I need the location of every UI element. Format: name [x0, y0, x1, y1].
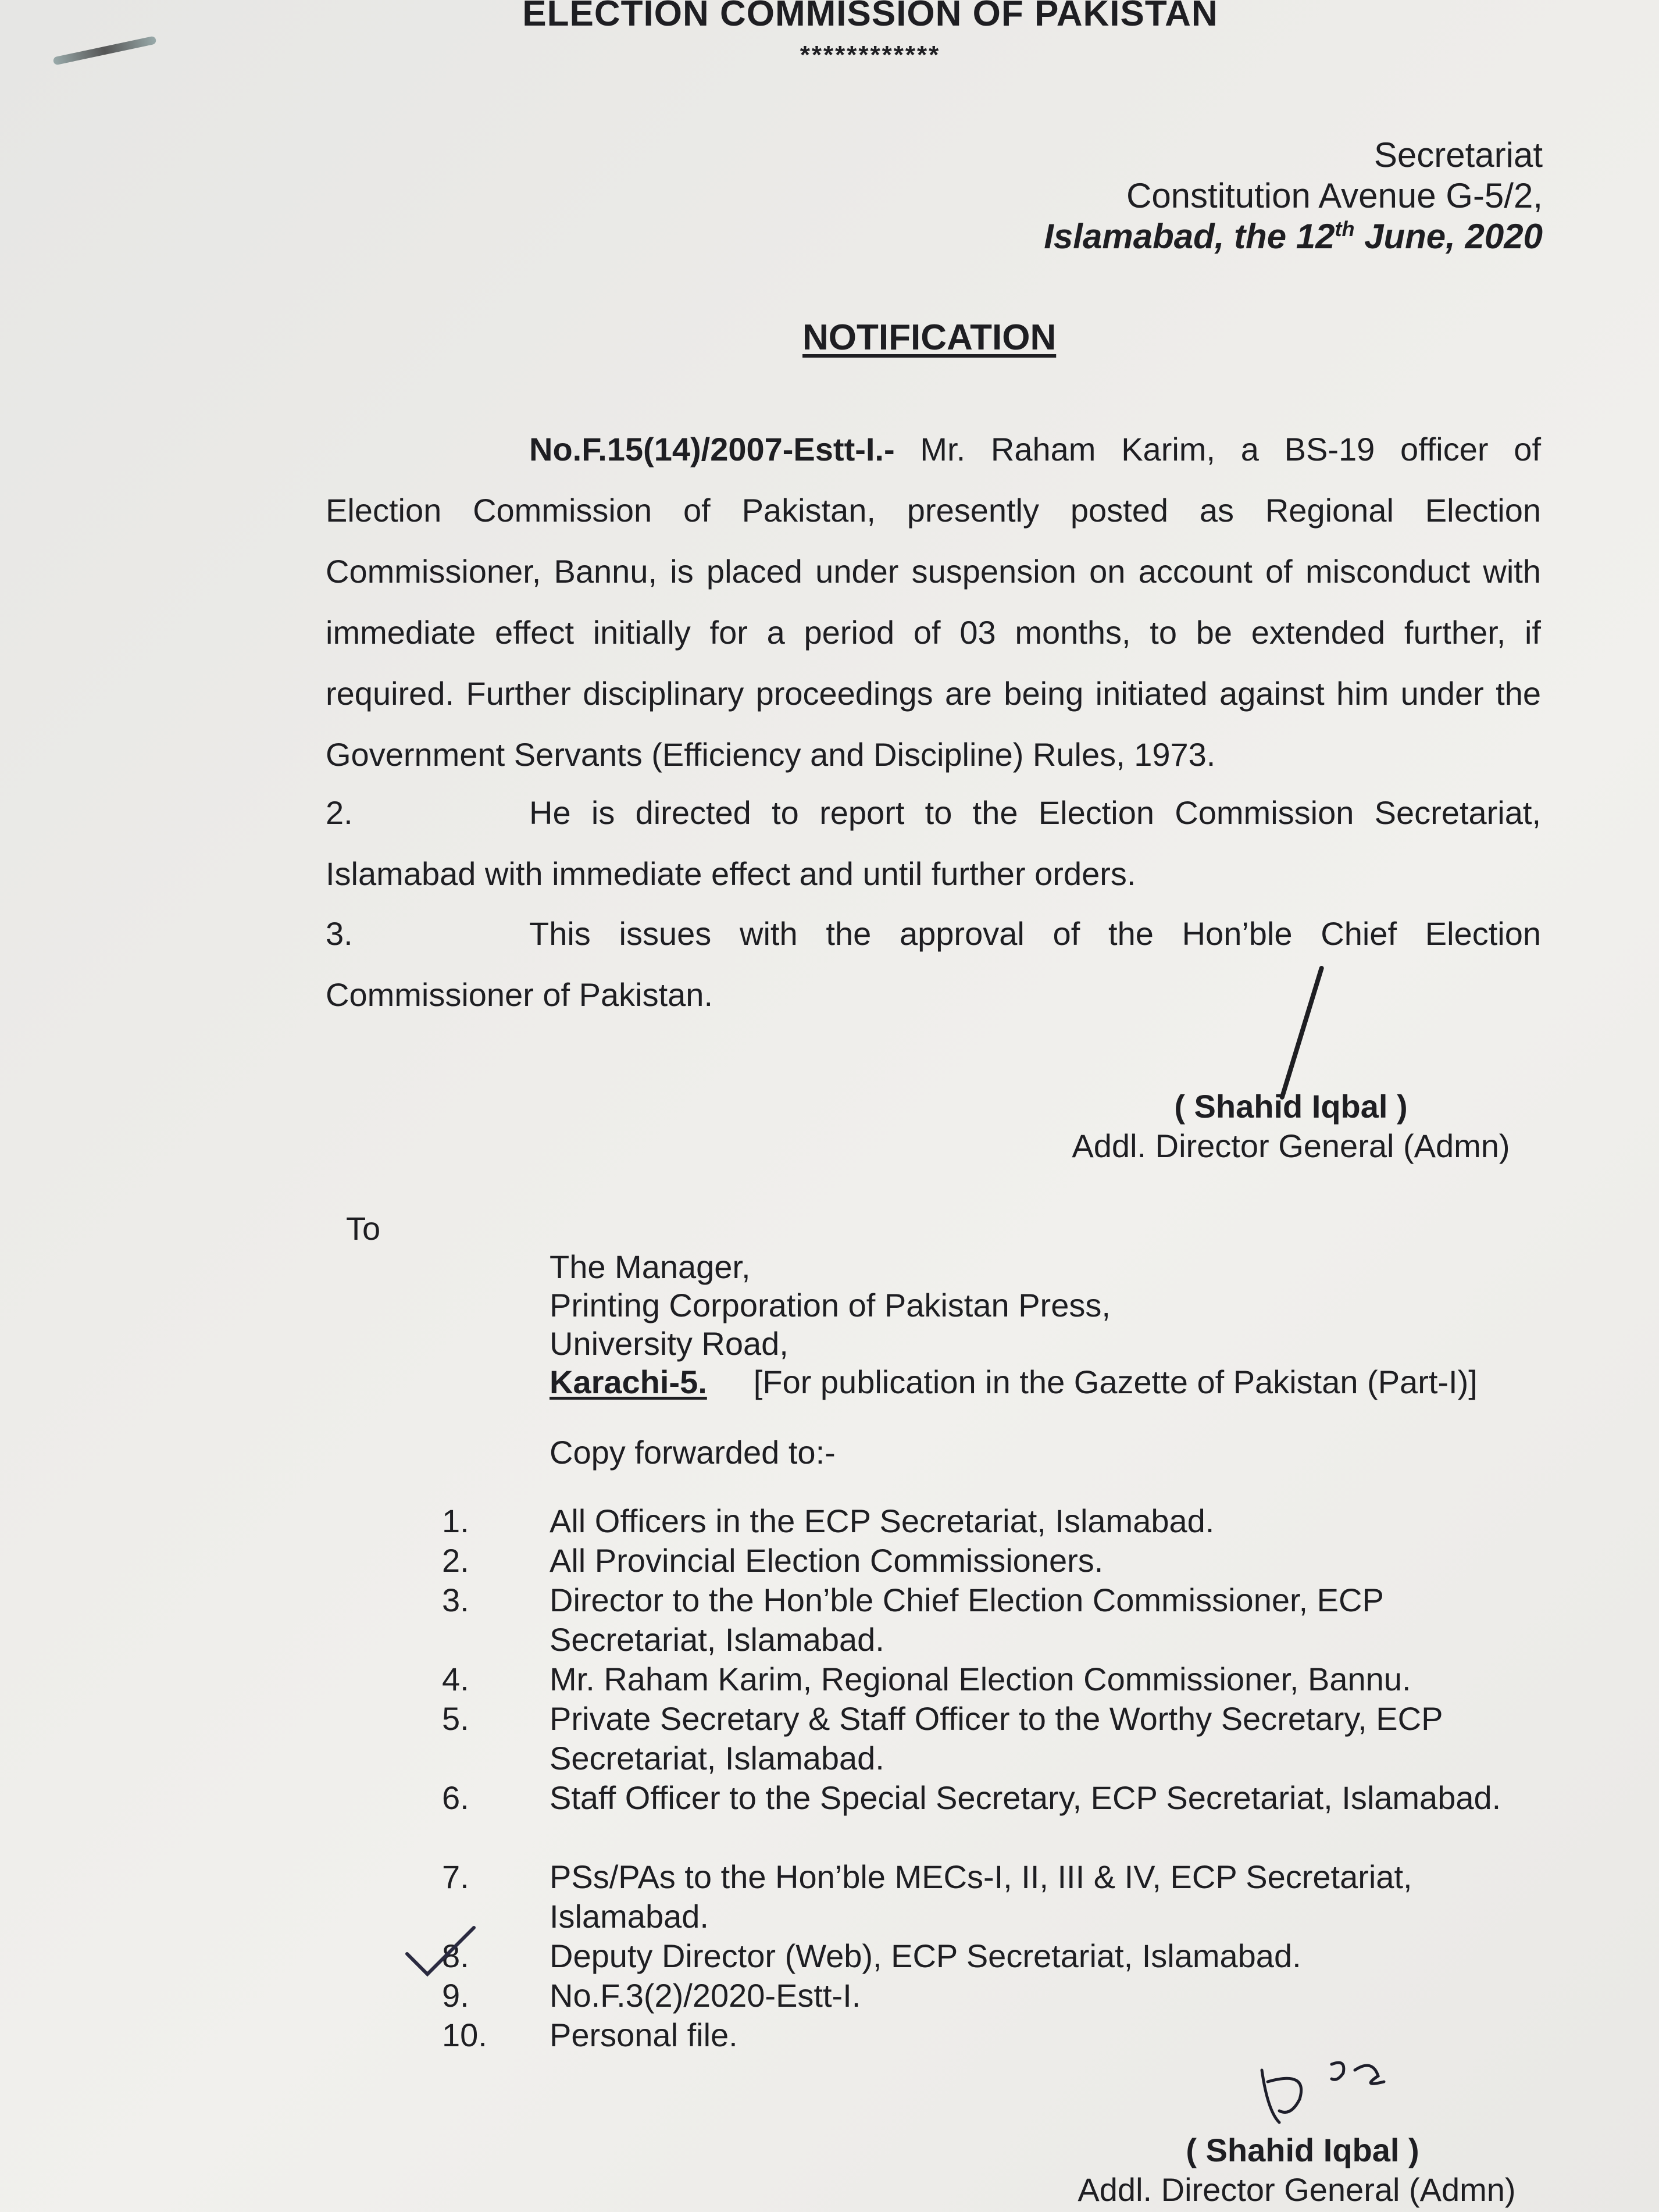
list-item [442, 1778, 1547, 1818]
list-item [442, 1976, 1547, 2015]
gazette-note: [For publication in the Gazette of Pakistan (Part-I)] [753, 1364, 1478, 1400]
address-line-1: Secretariat [1373, 135, 1543, 174]
paragraph-2-text: He is directed to report to the Election Commission Secretariat, Islamabad with immediate effect and until further orders. [326, 794, 1541, 892]
addressee-line-3: University Road, [550, 1325, 789, 1362]
list-item-number: 3. [442, 1582, 469, 1618]
checkmark-icon [401, 1919, 483, 1983]
list-item-text: Private Secretary & Staff Officer to the Worthy Secretary, ECP Secretariat, Islamabad. [550, 1700, 1443, 1776]
addressee-line-2: Printing Corporation of Pakistan Press, [550, 1287, 1111, 1323]
copy-forwarded-heading: Copy forwarded to:- [550, 1434, 836, 1471]
list-item [442, 1699, 1547, 1778]
list-item [442, 1541, 1547, 1580]
list-item-number: 4. [442, 1661, 469, 1697]
to-label: To [346, 1210, 381, 1247]
date-line [1044, 216, 1543, 256]
list-item-text: All Officers in the ECP Secretariat, Islamabad. [550, 1503, 1215, 1539]
list-item-text: PSs/PAs to the Hon’ble MECs-I, II, III & IV, ECP Secretariat, Islamabad. [550, 1858, 1412, 1935]
list-item-text: Deputy Director (Web), ECP Secretariat, Islamabad. [550, 1938, 1301, 1974]
date-suffix: June, 2020 [1354, 217, 1543, 256]
list-item [442, 1936, 1547, 1976]
list-item [442, 1580, 1547, 1660]
addressee-city: Karachi-5. [550, 1364, 707, 1400]
addressee-line-4 [550, 1363, 1478, 1401]
list-item-number: 5. [442, 1700, 469, 1737]
list-item-text: Personal file. [550, 2017, 738, 2053]
list-item-text: Mr. Raham Karim, Regional Election Commissioner, Bannu. [550, 1661, 1411, 1697]
paragraph-3-text: This issues with the approval of the Hon’ble Chief Election Commissioner of Pakistan. [326, 915, 1541, 1013]
signature-1-name: ( Shahid Iqbal ) [1174, 1088, 1408, 1125]
list-item-number: 1. [442, 1503, 469, 1539]
signature-2-name: ( Shahid Iqbal ) [1186, 2132, 1419, 2168]
list-item-number: 7. [442, 1858, 469, 1895]
handwritten-initials-icon [1244, 2047, 1419, 2134]
paragraph-1-text: Mr. Raham Karim, a BS-19 officer of Election Commission of Pakistan, presently posted as Regional Election Commissioner, Bannu, is placed under suspension on account of misconduct with immediate effect initially for a period of 03 months, to be extended further, if required. Further disciplinary proceedings are being initiated against him under the Government Servants (Efficiency and Discipline) Rules, 1973. [326, 431, 1541, 773]
list-item-text: No.F.3(2)/2020-Estt-I. [550, 1977, 861, 2014]
list-item [442, 1501, 1547, 1541]
signature-2-designation: Addl. Director General (Admn) [1078, 2171, 1516, 2208]
address-line-2: Constitution Avenue G-5/2, [1126, 176, 1543, 215]
list-item-number: 2. [442, 1542, 469, 1579]
header-stars: ************ [800, 41, 941, 69]
list-item-number: 6. [442, 1779, 469, 1816]
list-item-text: Staff Officer to the Special Secretary, ECP Secretariat, Islamabad. [550, 1779, 1501, 1816]
header-org: ELECTION COMMISSION OF PAKISTAN [522, 0, 1218, 34]
paragraph-2 [326, 782, 1541, 904]
list-item [442, 1857, 1547, 1936]
list-item-number: 10. [442, 2017, 487, 2053]
paragraph-1 [326, 419, 1541, 785]
signature-1-designation: Addl. Director General (Admn) [1072, 1128, 1510, 1164]
list-item-text: All Provincial Election Commissioners. [550, 1542, 1104, 1579]
addressee-line-1: The Manager, [550, 1248, 751, 1285]
date-prefix: Islamabad, the 12 [1044, 217, 1335, 256]
date-sup: th [1335, 217, 1355, 241]
list-item [442, 1660, 1547, 1699]
list-item-number: 8. [442, 1938, 469, 1974]
paragraph-2-number: 2. [326, 794, 353, 831]
paragraph-3-number: 3. [326, 915, 353, 952]
list-item-number: 9. [442, 1977, 469, 2014]
reference-number: No.F.15(14)/2007-Estt-I.- [529, 431, 895, 468]
paragraph-3 [326, 903, 1541, 1025]
notification-title: NOTIFICATION [802, 317, 1057, 358]
list-item-text: Director to the Hon’ble Chief Election Commissioner, ECP Secretariat, Islamabad. [550, 1582, 1383, 1658]
